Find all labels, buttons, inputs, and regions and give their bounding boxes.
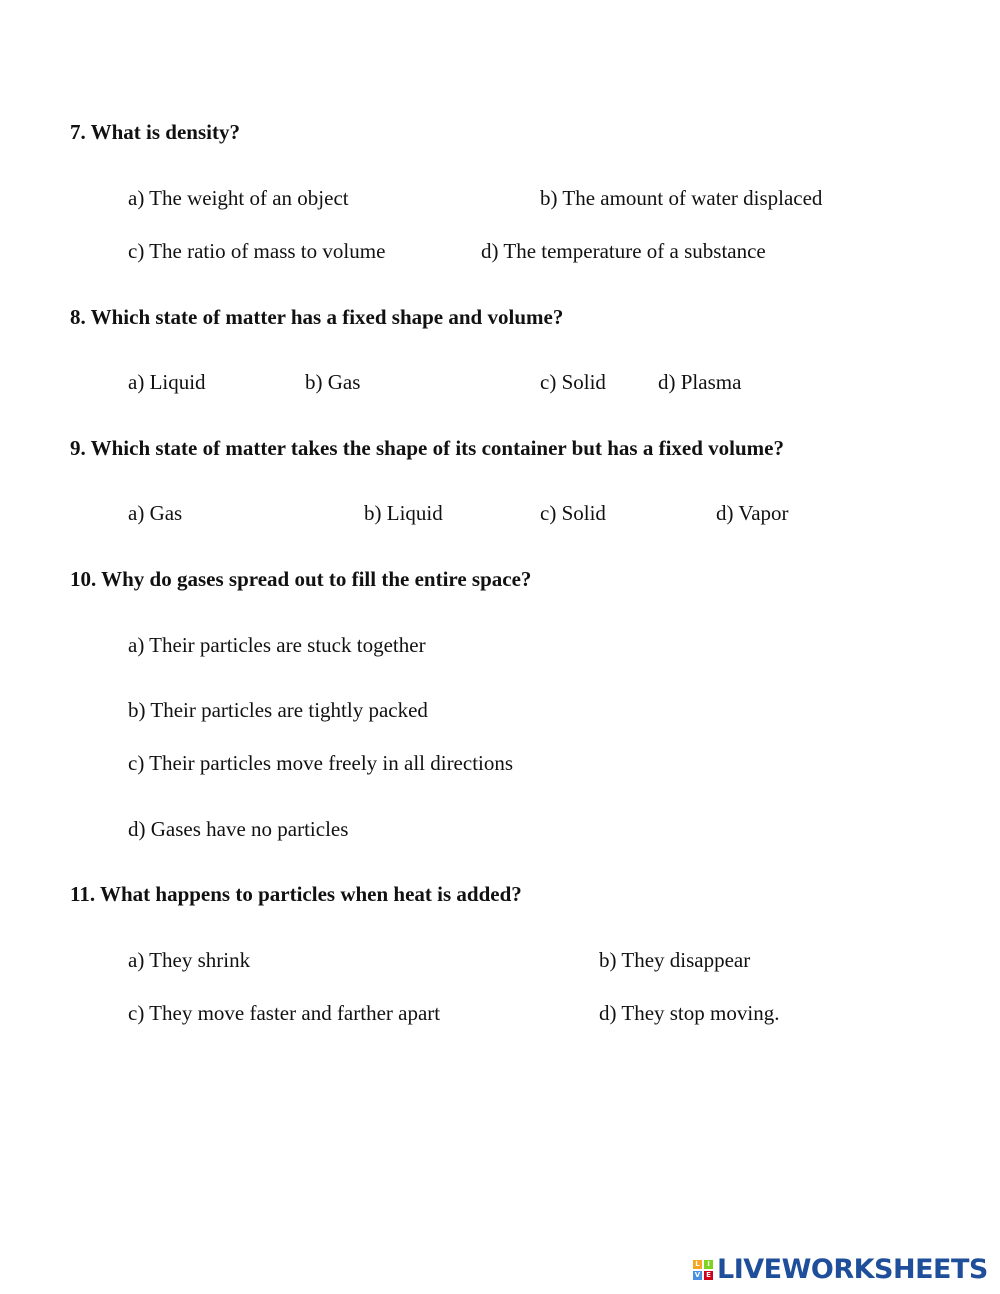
q8-option-b[interactable]: b) Gas [305,370,361,394]
q7-option-d[interactable]: d) The temperature of a substance [481,239,766,263]
q9-option-a[interactable]: a) Gas [128,501,183,525]
question-8: 8. Which state of matter has a fixed shape and volume? [70,305,564,329]
question-9: 9. Which state of matter takes the shape of its container but has a fixed volume? [70,436,784,460]
q11-option-b[interactable]: b) They disappear [599,948,751,972]
q9-option-c[interactable]: c) Solid [540,501,606,525]
q7-option-b[interactable]: b) The amount of water displaced [540,186,823,210]
q7-option-a[interactable]: a) The weight of an object [128,186,349,210]
q8-option-a[interactable]: a) Liquid [128,370,206,394]
q10-option-b[interactable]: b) Their particles are tightly packed [128,698,428,722]
q11-option-c[interactable]: c) They move faster and farther apart [128,1001,441,1025]
q11-option-d[interactable]: d) They stop moving. [599,1001,780,1025]
question-10: 10. Why do gases spread out to fill the entire space? [70,567,532,591]
q10-option-c[interactable]: c) Their particles move freely in all directions [128,751,514,775]
question-7: 7. What is density? [70,120,240,144]
logo-mark-i: I [704,1260,713,1269]
logo-text: LIVEWORKSHEETS [717,1254,988,1285]
q7-option-c[interactable]: c) The ratio of mass to volume [128,239,386,263]
logo-mark-e: E [704,1271,713,1280]
logo-mark-v: V [694,1271,701,1279]
liveworksheets-logo-icon [693,1260,713,1280]
q9-option-b[interactable]: b) Liquid [364,501,443,525]
q10-option-d[interactable]: d) Gases have no particles [128,817,349,841]
q8-option-c[interactable]: c) Solid [540,370,606,394]
q9-option-d[interactable]: d) Vapor [716,501,789,525]
question-11: 11. What happens to particles when heat is added? [70,882,522,906]
logo-mark-l: L [693,1260,702,1269]
q11-option-a[interactable]: a) They shrink [128,948,251,972]
q10-option-a[interactable]: a) Their particles are stuck together [128,633,426,657]
liveworksheets-logo [693,1255,988,1285]
q8-option-d[interactable]: d) Plasma [658,370,742,394]
